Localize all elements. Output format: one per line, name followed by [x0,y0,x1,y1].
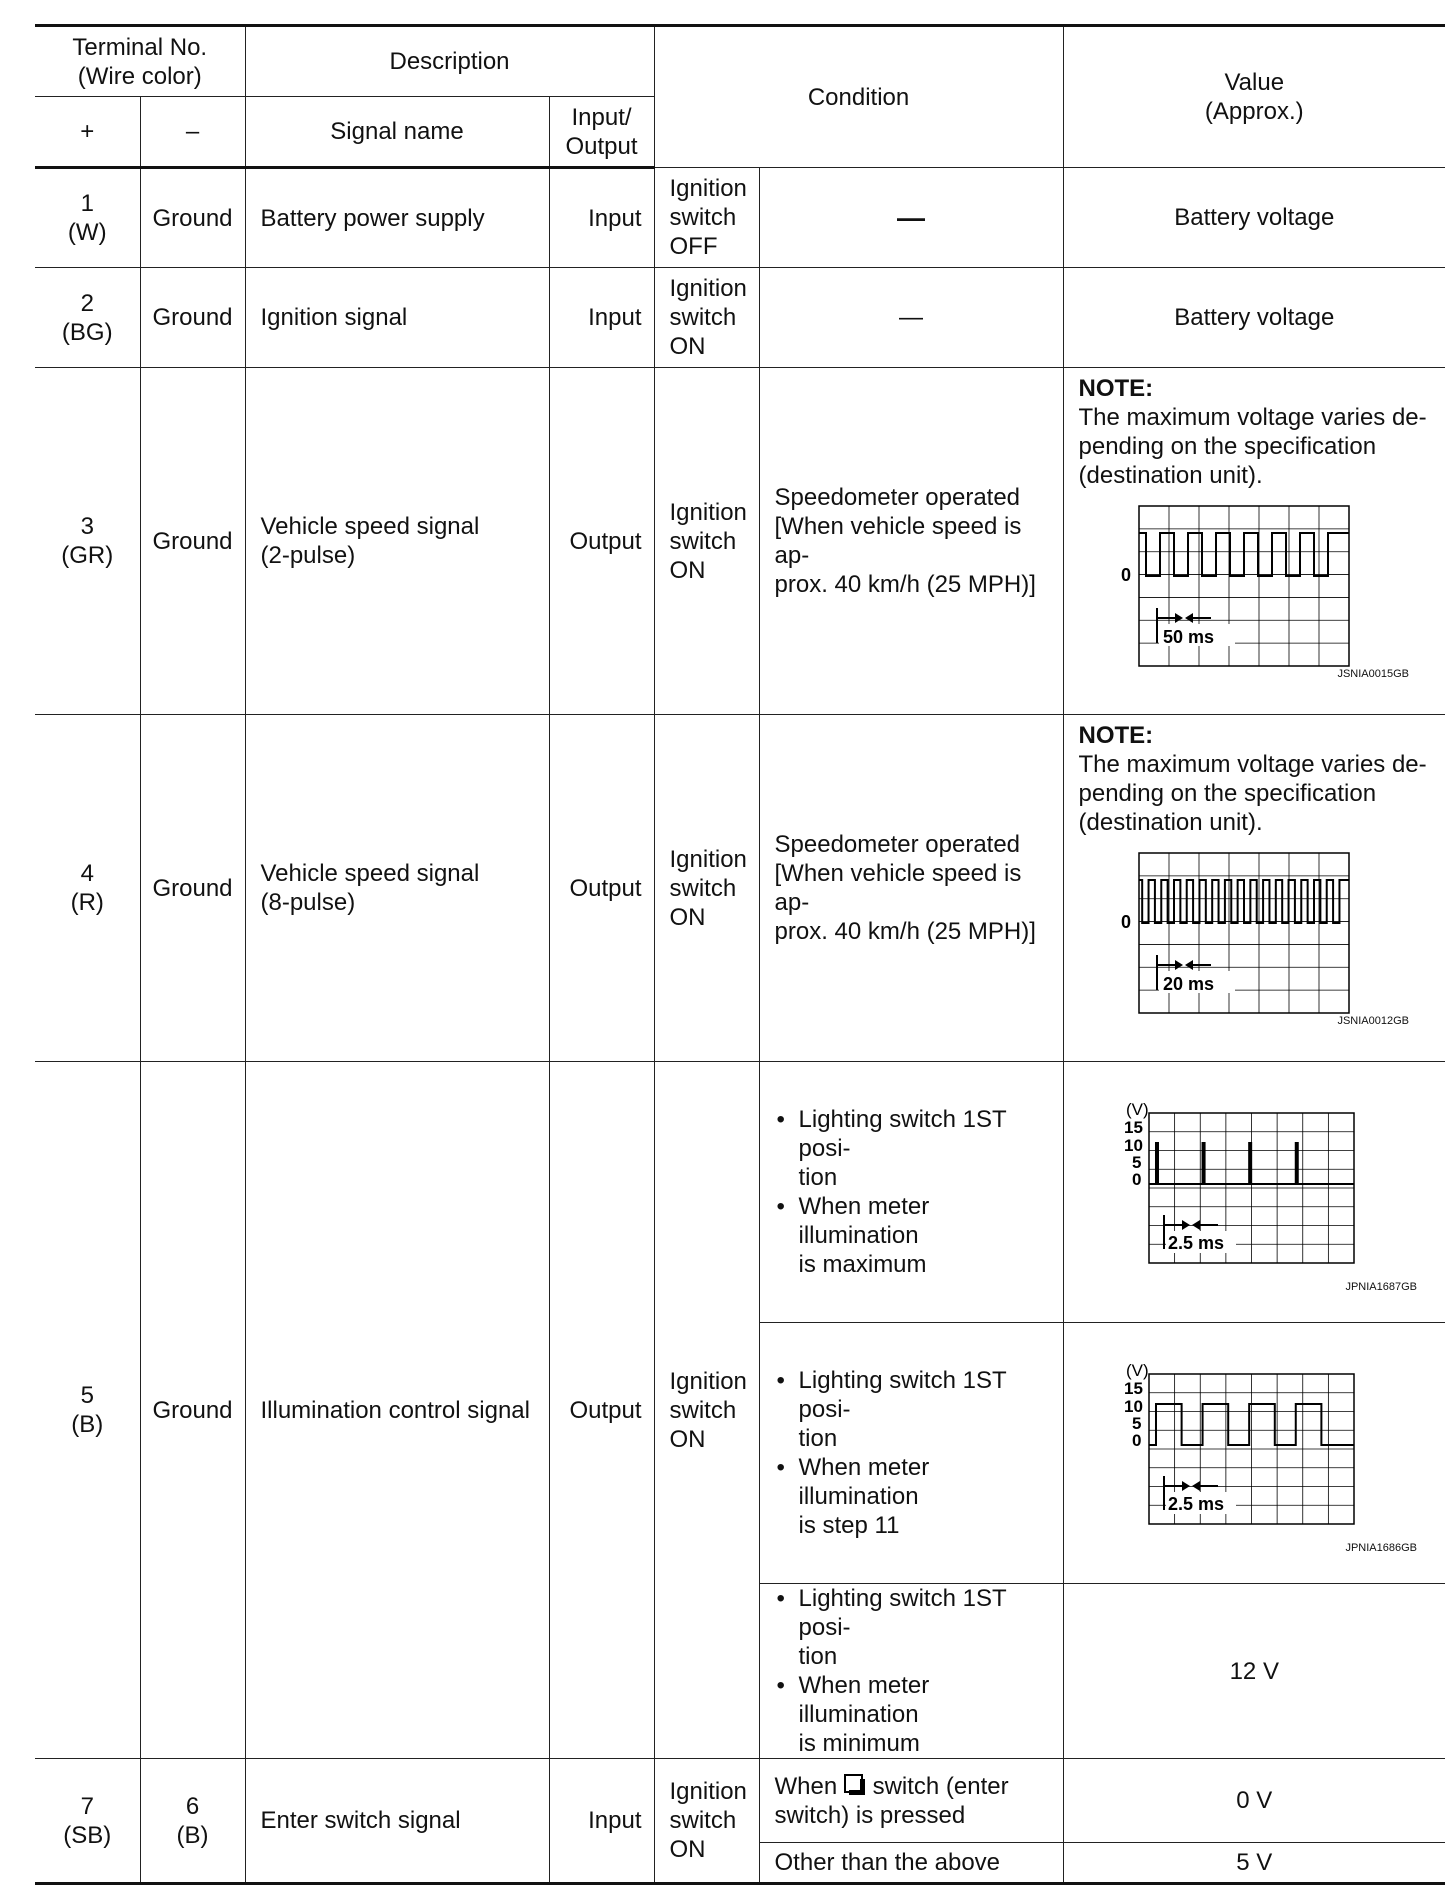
note-heading: NOTE: [1078,722,1154,749]
value-cell: 5 V [1063,1843,1445,1884]
description-header: Description [245,26,654,97]
time-scale-label: 2.5 ms [1168,1494,1225,1514]
signal-cell: Illumination control signal [245,1062,549,1759]
condition-cell [759,1062,1063,1323]
io-cell: Output [549,368,654,715]
figure-id: JSNIA0012GB [1337,1015,1410,1027]
condition-cell [759,1584,1063,1759]
zero-label: 0 [1120,912,1131,932]
table-row [35,1062,1445,1323]
signal-cell: Battery power supply [245,168,549,268]
io-cell: Input [549,268,654,368]
condition-list [760,1366,1063,1540]
zero-label: 0 [1120,565,1131,585]
time-scale-label: 50 ms [1162,627,1214,647]
tick-label: 0 [1132,1431,1142,1450]
tick-label: 5 [1132,1153,1142,1172]
enter-switch-icon [844,1774,866,1796]
terminal-cell: 2 (BG) [35,268,140,368]
value-cell [1063,368,1445,715]
condition-cell: — [759,268,1063,368]
table-row [35,368,1445,715]
waveform-illumination-max [1064,1091,1444,1281]
tick-label: 10 [1124,1136,1144,1155]
note-text: pending on the specification [1078,780,1377,807]
plus-header: + [35,97,140,168]
value-cell: Battery voltage [1063,268,1445,368]
waveform-illumination-step-11 [1064,1352,1444,1542]
value-cell: 0 V [1063,1759,1445,1843]
condition-cell [759,1323,1063,1584]
io-cell: Output [549,715,654,1062]
terminal-header: Terminal No. (Wire color) [35,26,245,97]
terminal-cell: 7 (SB) [35,1759,140,1884]
waveform-trace [1139,533,1349,576]
note-text: The maximum voltage varies de- [1078,404,1427,431]
ignition-cell: Ignition switch ON [654,368,759,715]
io-cell: Input [549,1759,654,1884]
list-item: • Lighting switch 1ST posi- tion [775,1366,1055,1453]
ground-cell: Ground [140,268,245,368]
note-heading: NOTE: [1078,375,1154,402]
note-text: (destination unit). [1078,809,1263,836]
condition-cell: Speedometer operated [When vehicle speed is ap- prox. 40 km/h (25 MPH)] [759,715,1063,1062]
waveform-8-pulse [1079,845,1409,1015]
signal-cell: Vehicle speed signal (8-pulse) [245,715,549,1062]
value-cell: Battery voltage [1063,168,1445,268]
terminal-spec-table [35,24,1445,1885]
time-scale-label: 2.5 ms [1168,1233,1225,1253]
waveform-trace [1139,880,1349,923]
tick-label: 0 [1132,1170,1142,1189]
waveform-trace [1149,1143,1354,1184]
table-row [35,168,1445,268]
condition-list [760,1105,1063,1279]
value-header: Value (Approx.) [1063,26,1445,168]
signal-cell: Ignition signal [245,268,549,368]
note-text: (destination unit). [1078,462,1263,489]
list-item: • Lighting switch 1ST posi- tion [775,1584,1055,1671]
ground-cell: Ground [140,168,245,268]
ignition-cell: Ignition switch ON [654,1062,759,1759]
table-row [35,1759,1445,1843]
waveform-2-pulse [1079,498,1409,668]
figure-id: JSNIA0015GB [1337,668,1410,680]
condition-header: Condition [654,26,1063,168]
ground-cell: Ground [140,1062,245,1759]
minus-header: – [140,97,245,168]
figure-id: JPNIA1687GB [1345,1281,1418,1293]
value-cell [1063,715,1445,1062]
ground-cell: Ground [140,368,245,715]
list-item: • Lighting switch 1ST posi- tion [775,1105,1055,1192]
list-item: • When meter illumination is maximum [775,1192,1055,1279]
list-item: • When meter illumination is step 11 [775,1453,1055,1540]
tick-label: 5 [1132,1414,1142,1433]
condition-cell: Other than the above [759,1843,1063,1884]
condition-cell: — [759,168,1063,268]
unit-label: (V) [1126,1361,1149,1380]
ground-cell: Ground [140,715,245,1062]
ignition-cell: Ignition switch ON [654,1759,759,1884]
signal-cell: Enter switch signal [245,1759,549,1884]
ignition-cell: Ignition switch OFF [654,168,759,268]
time-scale-label: 20 ms [1162,974,1214,994]
tick-label: 10 [1124,1397,1144,1416]
table-row [35,268,1445,368]
figure-id: JPNIA1686GB [1345,1542,1418,1554]
value-cell: 12 V [1063,1584,1445,1759]
terminal-cell: 1 (W) [35,168,140,268]
note-text: The maximum voltage varies de- [1078,751,1427,778]
terminal-cell: 4 (R) [35,715,140,1062]
value-cell [1063,1323,1445,1584]
ignition-cell: Ignition switch ON [654,268,759,368]
ignition-cell: Ignition switch ON [654,715,759,1062]
ground-cell: 6 (B) [140,1759,245,1884]
tick-label: 15 [1124,1118,1144,1137]
unit-label: (V) [1126,1100,1149,1119]
terminal-cell: 5 (B) [35,1062,140,1759]
io-cell: Output [549,1062,654,1759]
note-text: pending on the specification [1078,433,1377,460]
tick-label: 15 [1124,1379,1144,1398]
io-header: Input/ Output [549,97,654,168]
list-item: • When meter illumination is minimum [775,1671,1055,1758]
condition-cell: Speedometer operated [When vehicle speed is ap- prox. 40 km/h (25 MPH)] [759,368,1063,715]
io-cell: Input [549,168,654,268]
terminal-cell: 3 (GR) [35,368,140,715]
signal-name-header: Signal name [245,97,549,168]
table-row [35,715,1445,1062]
signal-cell: Vehicle speed signal (2-pulse) [245,368,549,715]
condition-cell: When switch (enter switch) is pressed [759,1759,1063,1843]
condition-list [760,1584,1063,1758]
value-cell [1063,1062,1445,1323]
